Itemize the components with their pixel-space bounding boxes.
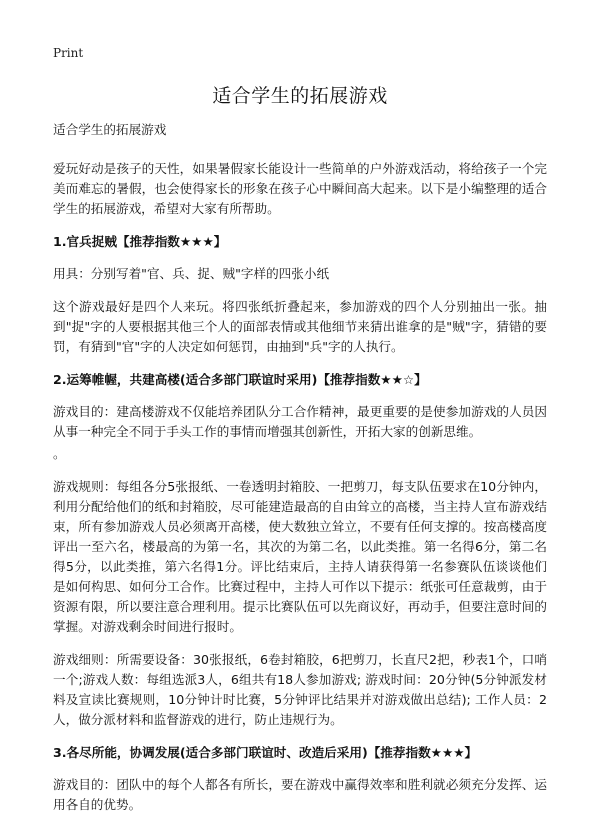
section-1-body: 这个游戏最好是四个人来玩。将四张纸折叠起来，参加游戏的四个人分别抽出一张。抽到"捉"字的人要根据其他三个人的面部表情或其他细节来猜出谁拿的是"贼"字，猜错的要罚，有猜到"官"字的人决定如何惩罚，由抽到"兵"字的人执行。	[53, 299, 547, 354]
section-2-purpose: 游戏目的：建高楼游戏不仅能培养团队分工合作精神，最更重要的是使参加游戏的人员因从事一种完全不同于手头工作的事情而增强其创新性，开拓大家的创新思维。	[53, 404, 547, 439]
section-3-heading: 3.各尽所能，协调发展(适合多部门联谊时、改造后采用)【推荐指数★★★】	[53, 745, 478, 760]
section-1-heading: 1.官兵捉贼【推荐指数★★★】	[53, 234, 227, 249]
section-2-dot: 。	[53, 446, 66, 461]
page-title: 适合学生的拓展游戏	[212, 85, 388, 107]
intro-paragraph: 爱玩好动是孩子的天性，如果暑假家长能设计一些简单的户外游戏活动，将给孩子一个完美而难忘的暑假，也会使得家长的形象在孩子心中瞬间高大起来。以下是小编整理的适合学生的拓展游戏，希望对大家有所帮助。	[53, 161, 547, 216]
section-3-purpose: 游戏目的：团队中的每个人都各有所长，要在游戏中赢得效率和胜利就必须充分发挥、运用各自的优势。	[53, 777, 547, 812]
section-2-heading: 2.运筹帷幄，共建高楼(适合多部门联谊时采用)【推荐指数★★☆】	[53, 372, 427, 387]
section-1-tools: 用具：分别写着"官、兵、捉、贼"字样的四张小纸	[53, 266, 330, 281]
section-2-details: 游戏细则：所需要设备：30张报纸，6卷封箱胶，6把剪刀，长直尺2把，秒表1个，口哨一个;游戏人数：每组选派3人，6组共有18人参加游戏; 游戏时间：20分钟(5分钟派发材料及宣读比赛规则，10分钟计时比赛，5分钟评比结果并对游戏做出总结); 工作人员：2人，做分派材料和监督游戏的进行，防止违规行为。	[53, 652, 547, 727]
article-body	[53, 120, 547, 828]
article-subtitle: 适合学生的拓展游戏	[53, 122, 167, 137]
print-label: Print	[53, 46, 84, 60]
section-2-rules: 游戏规则：每组各分5张报纸、一卷透明封箱胶、一把剪刀，每支队伍要求在10分钟内，利用分配给他们的纸和封箱胶，尽可能建造最高的自由耸立的高楼，当主持人宣布游戏结束，所有参加游戏人员必须离开高楼，使大数独立耸立，不要有任何支撑的。按高楼高度评出一至六名，楼最高的为第一名，其次的为第二名，以此类推。第一名得6分，第二名得5分，以此类推，第六名得1分。评比结束后，主持人请获得第一名参赛队伍谈谈他们是如何构思、如何分工合作。比赛过程中，主持人可作以下提示：纸张可任意裁剪，由于资源有限，所以要注意合理利用。提示比赛队伍可以先商议好，再动手，但要注意时间的掌握。对游戏剩余时间进行报时。	[53, 479, 547, 634]
